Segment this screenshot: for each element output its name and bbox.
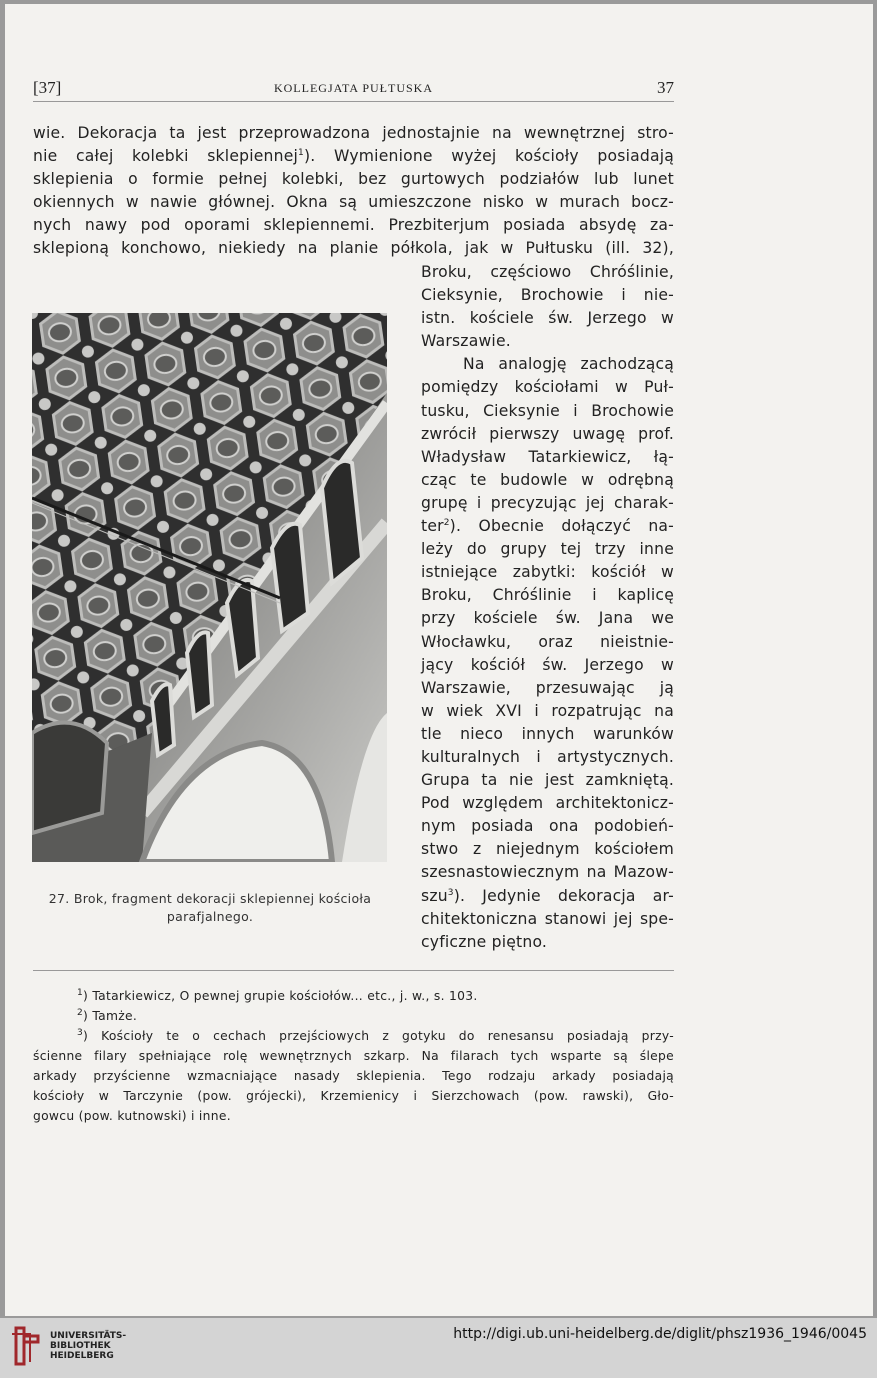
source-url-link[interactable]: http://digi.ub.uni-heidelberg.de/diglit/phsz1936_1946/0045	[453, 1326, 867, 1342]
running-header	[33, 78, 674, 100]
header-rule	[33, 101, 674, 102]
text-line: kulturalnych i artystycznych.	[421, 747, 674, 766]
text-line: sklepienia o formie pełnej kolebki, bez gurtowych podziałów lub lunet	[33, 170, 674, 189]
caption-line: 27. Brok, fragment dekoracji sklepiennej kościoła	[48, 891, 372, 906]
text-line: istniejące zabytki: kościół w	[421, 563, 674, 582]
text-line: chitektoniczna stanowi jej spe-	[421, 909, 674, 928]
text-line: tusku, Cieksynie i Brochowie	[421, 401, 674, 420]
footnote-3: $^3$) Kościoły te o cechach przejściowych z gotyku do renesansu posiadają przy-	[77, 1027, 674, 1043]
text-line: pomiędzy kościołami w Puł-	[421, 378, 674, 397]
text-line: Warszawie, przesuwając ją	[421, 678, 674, 697]
text-line: grupę i precyzując jej charak-	[421, 493, 674, 512]
text-line: Broku, częściowo Chróślinie,	[421, 263, 674, 281]
footnote-2: $^2$) Tamże.	[77, 1007, 138, 1023]
text-line: Broku, Chróślinie i kaplicę	[421, 586, 674, 605]
page-number: 37	[657, 78, 674, 97]
text-line: cyficzne piętno.	[421, 932, 548, 951]
vault-photograph	[32, 313, 387, 862]
section-number: [37]	[33, 78, 62, 97]
footnote-rule	[33, 970, 674, 971]
footnote-ref: 2	[443, 517, 450, 528]
text-line: wie. Dekoracja ta jest przeprowadzona jednostajnie na wewnętrznej stro-	[33, 124, 674, 142]
footnote-line: arkady przyścienne wzmacniające nasady sklepienia. Tego rodzaju arkady posiadają	[33, 1069, 674, 1083]
text-line: Pod względem architektonicz-	[421, 794, 674, 813]
text-line: istn. kościele św. Jerzego w	[421, 309, 674, 328]
text-line: zwrócił pierwszy uwagę prof.	[421, 424, 674, 443]
caption-line: parafjalnego.	[166, 909, 254, 924]
text-line: stwo z niejednym kościołem	[421, 840, 674, 859]
text-line: przy kościele św. Jana we	[421, 609, 674, 628]
footnote-ref: 3	[447, 887, 454, 898]
text-line: ter$^2$). Obecnie dołączyć na-	[421, 517, 674, 536]
text-line: nych nawy pod oporami sklepiennemi. Prezbiterjum posiada absydę za-	[33, 216, 674, 235]
footnote-line: kościoły w Tarczynie (pow. grójecki), Krzemienicy i Sierzchowach (pow. rawski), Gło-	[33, 1089, 674, 1103]
text-line: Władysław Tatarkiewicz, łą-	[421, 447, 674, 466]
text-line: tle nieco innych warunków	[421, 724, 674, 743]
vault-illustration	[32, 313, 387, 862]
footnote-1: $^1$) Tatarkiewicz, O pewnej grupie kościołów... etc., j. w., s. 103.	[77, 987, 478, 1003]
library-name: UNIVERSITÄTS- BIBLIOTHEK HEIDELBERG	[50, 1331, 127, 1361]
figure-caption	[30, 890, 390, 926]
running-title: KOLLEGJATA PUŁTUSKA	[273, 81, 434, 95]
footnotes	[33, 986, 674, 1126]
text-line: Grupa ta nie jest zamkniętą.	[421, 771, 674, 790]
text-line: nie całej kolebki sklepiennej$^1$). Wymienione wyżej kościoły posiadają	[33, 147, 674, 166]
text-line: szesnastowiecznym na Mazow-	[421, 863, 674, 882]
footnote-ref: 1	[298, 147, 304, 158]
text-line: sklepioną konchowo, niekiedy na planie półkola, jak w Pułtusku (ill. 32),	[33, 239, 674, 258]
text-line: leży do grupy tej trzy inne	[421, 540, 674, 559]
text-line: nym posiada ona podobień-	[421, 817, 674, 836]
body-text-full	[33, 122, 674, 261]
library-logo-icon	[10, 1326, 44, 1370]
digitization-footer	[0, 1318, 877, 1378]
text-line: cząc te budowle w odrębną	[421, 470, 674, 489]
text-line: Warszawie.	[421, 332, 511, 351]
text-line: Cieksynie, Brochowie i nie-	[421, 286, 674, 305]
text-line: jący kościół św. Jerzego w	[421, 655, 674, 674]
footnote-line: gowcu (pow. kutnowski) i inne.	[33, 1109, 231, 1123]
text-line: Włocławku, oraz nieistnie-	[421, 632, 674, 651]
text-line: Na analogję zachodzącą	[463, 355, 674, 374]
body-text-column	[421, 261, 674, 954]
footnote-line: ścienne filary spełniające rolę wewnętrznych szkarp. Na filarach tych wsparte są ślepe	[33, 1049, 674, 1063]
text-line: w wiek XVI i rozpatrując na	[421, 701, 674, 720]
text-line: okiennych w nawie głównej. Okna są umieszczone nisko w murach bocz-	[33, 193, 674, 212]
text-line: szu$^3$). Jedynie dekoracja ar-	[421, 886, 674, 905]
